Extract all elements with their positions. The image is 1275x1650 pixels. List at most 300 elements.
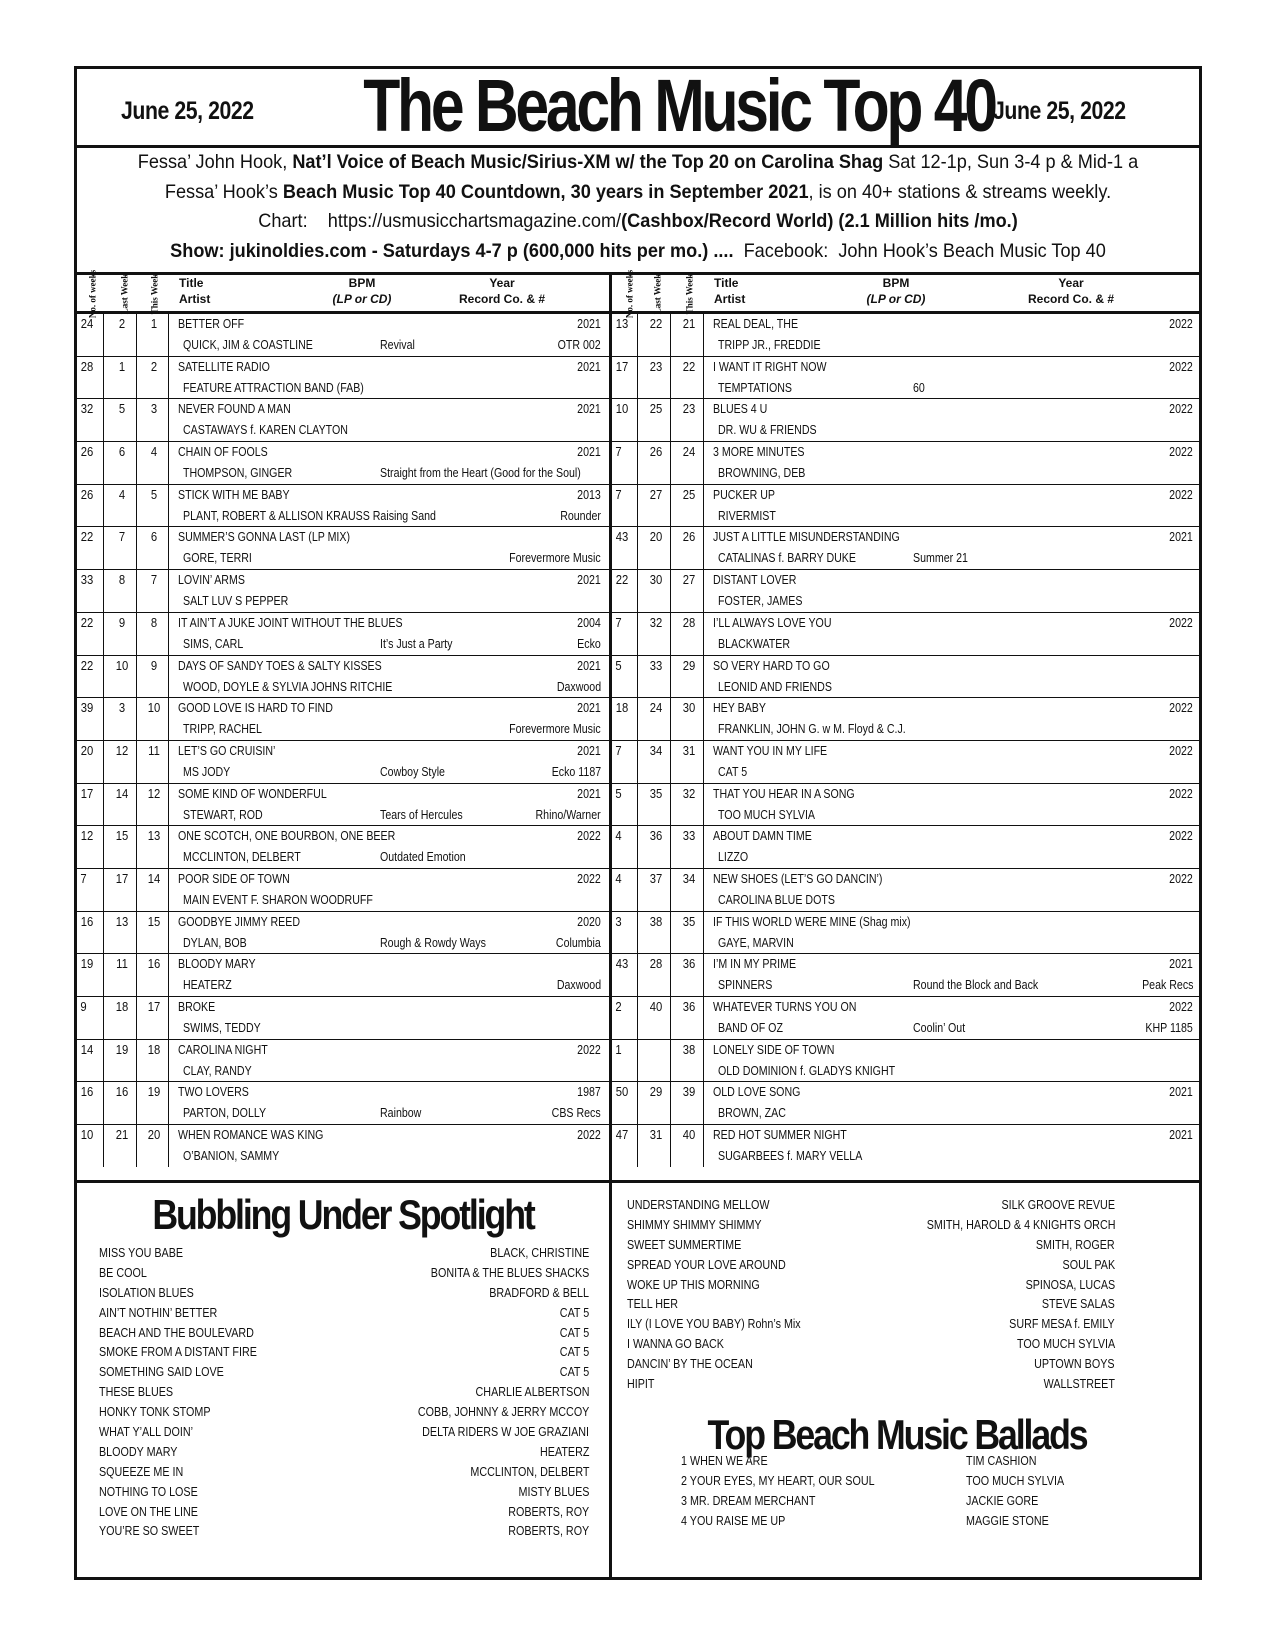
list-item: [681, 1452, 1071, 1472]
list-song: ILY (I LOVE YOU BABY) Rohn’s Mix: [627, 1317, 801, 1332]
ballads-list: [681, 1452, 1071, 1532]
song-artist: FEATURE ATTRACTION BAND (FAB): [183, 380, 364, 395]
song-title: TWO LOVERS: [178, 1085, 249, 1100]
last-week-cell: 14: [115, 786, 129, 801]
list-item: [99, 1244, 589, 1264]
info-text: Sat 12-1p, Sun 3-4 p & Mid-1 a: [883, 151, 1139, 173]
song-artist: MCCLINTON, DELBERT: [183, 850, 301, 865]
weeks-cell: 5: [615, 658, 622, 673]
song-title: GOOD LOVE IS HARD TO FIND: [178, 701, 333, 716]
song-year: 2021: [1169, 1085, 1193, 1100]
song-artist: WOOD, DOYLE & SYLVIA JOHNS RITCHIE: [183, 679, 393, 694]
info-bold: (Cashbox/Record World) (2.1 Million hits /mo.): [621, 210, 1018, 232]
weeks-cell: 17: [615, 359, 629, 374]
table-row: [612, 1125, 1199, 1167]
list-artist: SILK GROOVE REVUE: [1001, 1198, 1115, 1212]
song-title: BROKE: [178, 1000, 216, 1014]
ballads-title: Top Beach Music Ballads: [707, 1411, 1087, 1458]
song-year: 2021: [577, 701, 601, 716]
this-week-cell: 21: [682, 317, 696, 331]
song-year: 2021: [1169, 1128, 1193, 1143]
weeks-cell: 1: [615, 1042, 622, 1057]
list-artist: CHARLIE ALBERTSON: [475, 1385, 589, 1400]
song-title: NEW SHOES (LET’S GO DANCIN’): [713, 871, 883, 886]
song-artist: CAT 5: [718, 764, 748, 779]
col-last-header: Last Week: [119, 273, 130, 315]
song-artist: SALT LUV S PEPPER: [183, 594, 289, 609]
weeks-cell: 16: [80, 1085, 94, 1100]
record-label: Daxwood: [556, 679, 601, 694]
last-week-cell: 20: [649, 530, 663, 545]
list-artist: STEVE SALAS: [1042, 1297, 1115, 1312]
song-year: 2021: [1169, 530, 1193, 545]
col-title-header: Title Artist: [179, 276, 211, 306]
song-year: 2004: [577, 615, 601, 630]
list-artist: COBB, JOHNNY & JERRY MCCOY: [417, 1405, 589, 1420]
song-artist: DR. WU & FRIENDS: [718, 423, 817, 438]
info-text: , is on 40+ stations & streams weekly.: [808, 180, 1112, 203]
song-title: SO VERY HARD TO GO: [713, 658, 830, 673]
list-song: AIN’T NOTHIN’ BETTER: [99, 1305, 218, 1320]
song-title: I’M IN MY PRIME: [713, 957, 797, 972]
list-artist: TIM CASHION: [966, 1454, 1037, 1468]
song-title: BLOODY MARY: [178, 957, 256, 972]
song-album: Coolin’ Out: [913, 1021, 966, 1035]
list-item: [99, 1522, 589, 1542]
this-week-cell: 19: [147, 1085, 161, 1100]
table-row: [612, 869, 1199, 912]
list-artist: BONITA & THE BLUES SHACKS: [430, 1265, 589, 1280]
table-row: [612, 485, 1199, 528]
last-week-cell: 8: [118, 573, 126, 588]
this-week-cell: 39: [682, 1085, 696, 1100]
last-week-cell: 25: [649, 402, 663, 417]
info-line-3: [116, 207, 1159, 237]
this-week-cell: 31: [682, 743, 696, 758]
song-artist: SUGARBEES f. MARY VELLA: [718, 1149, 863, 1164]
list-song: YOU’RE SO SWEET: [99, 1524, 200, 1539]
list-item: [99, 1363, 589, 1383]
table-row: [77, 954, 609, 997]
weeks-cell: 22: [80, 530, 94, 545]
song-artist: THOMPSON, GINGER: [183, 466, 293, 481]
list-item: [627, 1276, 1115, 1296]
song-title: THAT YOU HEAR IN A SONG: [713, 786, 855, 801]
record-label: Ecko 1187: [551, 764, 601, 779]
list-song: 4 YOU RAISE ME UP: [681, 1513, 786, 1528]
song-year: 2020: [577, 914, 601, 929]
last-week-cell: 4: [118, 487, 126, 502]
song-year: 2022: [1169, 829, 1193, 844]
list-item: [627, 1355, 1115, 1375]
last-week-cell: 13: [115, 914, 129, 929]
weeks-cell: 26: [80, 487, 94, 502]
song-artist: BAND OF OZ: [718, 1021, 783, 1035]
table-row: [77, 698, 609, 741]
table-row: [612, 741, 1199, 784]
weeks-cell: 7: [615, 743, 622, 758]
list-artist: CAT 5: [559, 1325, 589, 1340]
last-week-cell: 19: [115, 1042, 129, 1057]
this-week-cell: 22: [682, 359, 696, 374]
list-item: [99, 1403, 589, 1423]
weeks-cell: 14: [80, 1042, 94, 1057]
song-album: Cowboy Style: [380, 764, 445, 779]
date-left: June 25, 2022: [121, 97, 254, 125]
list-item: [99, 1324, 589, 1344]
song-year: 2021: [577, 359, 601, 374]
song-year: 2022: [577, 829, 601, 844]
record-label: Rounder: [560, 508, 601, 523]
song-title: HEY BABY: [713, 701, 766, 716]
this-week-cell: 24: [682, 445, 696, 460]
weeks-cell: 22: [80, 658, 94, 673]
list-item: [627, 1375, 1115, 1395]
this-week-cell: 35: [682, 914, 696, 929]
song-album: Revival: [380, 338, 415, 352]
bubbling-list-left: [99, 1244, 589, 1542]
record-label: Daxwood: [556, 978, 601, 993]
song-album: It’s Just a Party: [380, 636, 453, 651]
list-song: WOKE UP THIS MORNING: [627, 1277, 760, 1292]
record-label: Columbia: [556, 935, 601, 950]
song-artist: TRIPP JR., FREDDIE: [718, 338, 821, 352]
song-artist: LIZZO: [718, 850, 749, 865]
bubbling-title: Bubbling Under Spotlight: [152, 1191, 534, 1238]
this-week-cell: 25: [682, 487, 696, 502]
list-item: [681, 1472, 1071, 1492]
list-song: SOMETHING SAID LOVE: [99, 1365, 224, 1380]
this-week-cell: 32: [682, 786, 696, 801]
this-week-cell: 30: [682, 701, 696, 716]
last-week-cell: 12: [115, 743, 129, 758]
table-row: [77, 1082, 609, 1125]
song-title: REAL DEAL, THE: [713, 317, 799, 331]
this-week-cell: 27: [682, 573, 696, 588]
table-row: [612, 1040, 1199, 1083]
record-label: Forevermore Music: [509, 722, 601, 737]
table-row: [77, 741, 609, 784]
weeks-cell: 50: [615, 1085, 629, 1100]
song-year: 2022: [1169, 402, 1193, 417]
last-week-cell: 40: [649, 1000, 663, 1014]
list-artist: TOO MUCH SYLVIA: [966, 1473, 1065, 1488]
record-label: Ecko: [577, 636, 601, 651]
list-song: HONKY TONK STOMP: [99, 1405, 211, 1420]
last-week-cell: 27: [649, 487, 663, 502]
list-artist: HEATERZ: [539, 1444, 589, 1459]
last-week-cell: 37: [649, 871, 663, 886]
page-title: The Beach Music Top 40: [363, 64, 995, 147]
this-week-cell: 3: [150, 402, 158, 417]
col-weeks-header: No. of weeks: [87, 269, 98, 319]
song-artist: GAYE, MARVIN: [718, 935, 794, 950]
weeks-cell: 43: [615, 957, 629, 972]
this-week-cell: 11: [148, 743, 160, 758]
list-item: [99, 1443, 589, 1463]
song-title: CHAIN OF FOOLS: [178, 445, 268, 460]
list-item: [681, 1492, 1071, 1512]
song-title: DISTANT LOVER: [713, 573, 797, 588]
table-row: [77, 656, 609, 699]
list-song: BEACH AND THE BOULEVARD: [99, 1325, 254, 1340]
this-week-cell: 16: [147, 957, 161, 972]
song-title: JUST A LITTLE MISUNDERSTANDING: [713, 530, 900, 545]
list-artist: MISTY BLUES: [518, 1484, 589, 1499]
list-item: [681, 1512, 1071, 1532]
record-label: CBS Recs: [551, 1106, 601, 1121]
last-week-cell: 23: [649, 359, 663, 374]
song-title: I WANT IT RIGHT NOW: [713, 359, 827, 374]
last-week-cell: 26: [649, 445, 663, 460]
song-artist: LEONID AND FRIENDS: [718, 679, 832, 694]
list-item: [99, 1284, 589, 1304]
col-title-header: Title Artist: [714, 276, 746, 306]
song-title: IT AIN’T A JUKE JOINT WITHOUT THE BLUES: [178, 615, 403, 630]
song-album: Tears of Hercules: [380, 807, 463, 822]
last-week-cell: 9: [118, 615, 126, 630]
song-artist: GORE, TERRI: [183, 551, 252, 566]
info-line-4: [116, 237, 1159, 267]
col-bpm-header: BPM (LP or CD): [866, 276, 926, 306]
last-week-cell: 36: [649, 829, 663, 844]
bubbling-under-panel: [77, 1183, 612, 1580]
song-artist: FRANKLIN, JOHN G. w M. Floyd & C.J.: [718, 722, 906, 737]
list-song: UNDERSTANDING MELLOW: [627, 1198, 770, 1212]
song-artist: TEMPTATIONS: [718, 380, 792, 395]
weeks-cell: 47: [615, 1128, 629, 1143]
list-artist: BRADFORD & BELL: [489, 1285, 589, 1300]
song-year: 2022: [1169, 871, 1193, 886]
list-song: I WANNA GO BACK: [627, 1337, 724, 1352]
table-row: [612, 656, 1199, 699]
song-year: 2021: [1169, 957, 1193, 972]
this-week-cell: 6: [150, 530, 158, 545]
list-song: SQUEEZE ME IN: [99, 1464, 184, 1479]
song-artist: TRIPP, RACHEL: [183, 722, 262, 737]
song-title: WHATEVER TURNS YOU ON: [713, 1000, 857, 1014]
table-row: [612, 997, 1199, 1040]
weeks-cell: 10: [80, 1128, 94, 1143]
weeks-cell: 7: [615, 615, 622, 630]
song-artist: HEATERZ: [183, 978, 232, 993]
table-header: [77, 269, 609, 319]
song-artist: PLANT, ROBERT & ALLISON KRAUSS Raising Sand: [183, 508, 436, 523]
weeks-cell: 4: [615, 871, 622, 886]
last-week-cell: 10: [115, 658, 129, 673]
song-year: 2022: [1169, 487, 1193, 502]
weeks-cell: 5: [615, 786, 622, 801]
list-song: 2 YOUR EYES, MY HEART, OUR SOUL: [681, 1473, 875, 1488]
list-song: 1 WHEN WE ARE: [681, 1454, 768, 1468]
song-album: Rainbow: [380, 1106, 422, 1121]
header: [77, 64, 1199, 148]
weeks-cell: 16: [80, 914, 94, 929]
song-artist: STEWART, ROD: [183, 807, 263, 822]
info-block: [77, 148, 1199, 275]
table-row: [612, 570, 1199, 613]
weeks-cell: 39: [80, 701, 94, 716]
table-row: [77, 997, 609, 1040]
last-week-cell: 38: [649, 914, 663, 929]
song-title: LET’S GO CRUISIN’: [178, 743, 276, 758]
this-week-cell: 28: [682, 615, 696, 630]
chart-rows-right: [612, 314, 1199, 1167]
chart-rows-left: [77, 314, 609, 1167]
song-title: LONELY SIDE OF TOWN: [713, 1042, 835, 1057]
this-week-cell: 23: [682, 402, 696, 417]
list-item: [99, 1383, 589, 1403]
song-title: SATELLITE RADIO: [178, 359, 270, 374]
list-artist: ROBERTS, ROY: [507, 1524, 589, 1539]
song-title: NEVER FOUND A MAN: [178, 402, 291, 417]
this-week-cell: 12: [147, 786, 161, 801]
last-week-cell: 22: [649, 317, 663, 331]
song-title: I’LL ALWAYS LOVE YOU: [713, 615, 832, 630]
table-row: [612, 314, 1199, 357]
song-title: BETTER OFF: [178, 317, 245, 331]
song-artist: CATALINAS f. BARRY DUKE: [718, 551, 856, 566]
song-title: WHEN ROMANCE WAS KING: [178, 1128, 324, 1143]
song-artist: CLAY, RANDY: [183, 1063, 252, 1078]
song-album: Round the Block and Back: [913, 978, 1039, 993]
song-artist: BROWNING, DEB: [718, 466, 806, 481]
list-item: [627, 1335, 1115, 1355]
this-week-cell: 14: [147, 871, 161, 886]
table-row: [77, 399, 609, 442]
list-item: [99, 1304, 589, 1324]
song-year: 2022: [577, 1128, 601, 1143]
list-artist: UPTOWN BOYS: [1034, 1357, 1115, 1372]
table-row: [77, 826, 609, 869]
table-row: [612, 1082, 1199, 1125]
weeks-cell: 22: [615, 573, 629, 588]
weeks-cell: 32: [80, 402, 94, 417]
weeks-cell: 7: [615, 445, 622, 460]
song-artist: DYLAN, BOB: [183, 935, 247, 950]
weeks-cell: 26: [80, 445, 94, 460]
song-title: IF THIS WORLD WERE MINE (Shag mix): [713, 914, 911, 929]
list-song: MISS YOU BABE: [99, 1246, 184, 1260]
song-album: Straight from the Heart (Good for the Soul): [380, 466, 581, 481]
table-row: [77, 869, 609, 912]
song-title: RED HOT SUMMER NIGHT: [713, 1128, 847, 1143]
song-year: 1987: [577, 1085, 601, 1100]
list-item: [99, 1503, 589, 1523]
list-item: [99, 1423, 589, 1443]
chart-url[interactable]: Chart: https://usmusicchartsmagazine.com/: [258, 210, 622, 232]
song-title: BLUES 4 U: [713, 402, 768, 417]
table-row: [612, 784, 1199, 827]
song-year: 2021: [577, 786, 601, 801]
table-row: [612, 613, 1199, 656]
last-week-cell: 21: [115, 1128, 129, 1143]
date-right: June 25, 2022: [993, 97, 1126, 125]
chart-table-left: [77, 269, 612, 1180]
song-album: 60: [913, 380, 925, 395]
song-title: LOVIN’ ARMS: [178, 573, 245, 588]
song-artist: BLACKWATER: [718, 636, 791, 651]
list-artist: SPINOSA, LUCAS: [1025, 1277, 1115, 1292]
list-song: SWEET SUMMERTIME: [627, 1237, 742, 1252]
table-row: [77, 784, 609, 827]
song-title: STICK WITH ME BABY: [178, 487, 290, 502]
weeks-cell: 18: [615, 701, 629, 716]
this-week-cell: 26: [682, 530, 696, 545]
last-week-cell: 34: [649, 743, 663, 758]
table-row: [77, 1040, 609, 1083]
list-artist: TOO MUCH SYLVIA: [1016, 1337, 1115, 1352]
list-artist: ROBERTS, ROY: [507, 1504, 589, 1519]
song-year: 2021: [577, 317, 601, 331]
table-row: [612, 826, 1199, 869]
last-week-cell: 6: [118, 445, 126, 460]
table-row: [77, 314, 609, 357]
list-artist: SURF MESA f. EMILY: [1009, 1317, 1115, 1332]
list-song: LOVE ON THE LINE: [99, 1504, 198, 1519]
song-year: 2021: [577, 743, 601, 758]
weeks-cell: 7: [80, 871, 87, 886]
this-week-cell: 18: [147, 1042, 161, 1057]
song-year: 2021: [577, 573, 601, 588]
list-song: ISOLATION BLUES: [99, 1285, 194, 1300]
song-title: GOODBYE JIMMY REED: [178, 914, 301, 929]
song-title: OLD LOVE SONG: [713, 1085, 801, 1100]
song-artist: MS JODY: [183, 764, 231, 779]
weeks-cell: 4: [615, 829, 622, 844]
info-text: Fessa’ John Hook,: [137, 151, 293, 173]
table-row: [612, 527, 1199, 570]
table-row: [612, 442, 1199, 485]
weeks-cell: 19: [80, 957, 94, 972]
list-artist: BLACK, CHRISTINE: [489, 1246, 589, 1260]
col-last-header: Last Week: [652, 273, 663, 315]
weeks-cell: 9: [80, 1000, 87, 1014]
weeks-cell: 28: [80, 359, 94, 374]
last-week-cell: 1: [118, 359, 126, 374]
info-bold: Nat’l Voice of Beach Music/Sirius-XM w/ the Top 20 on Carolina Shag: [292, 151, 884, 173]
table-row: [77, 1125, 609, 1167]
song-album: Outdated Emotion: [380, 850, 466, 865]
song-title: ABOUT DAMN TIME: [713, 829, 812, 844]
chart-table-right: [612, 269, 1199, 1180]
list-song: THESE BLUES: [99, 1385, 174, 1400]
weeks-cell: 24: [80, 317, 94, 331]
this-week-cell: 9: [150, 658, 158, 673]
weeks-cell: 13: [615, 317, 629, 331]
weeks-cell: 33: [80, 573, 94, 588]
song-title: 3 MORE MINUTES: [713, 445, 805, 460]
song-year: 2022: [1169, 701, 1193, 716]
col-weeks-header: No. of weeks: [624, 269, 635, 319]
this-week-cell: 10: [147, 701, 161, 716]
chart-frame: [74, 66, 1202, 1580]
weeks-cell: 43: [615, 530, 629, 545]
table-row: [77, 570, 609, 613]
list-item: [627, 1315, 1115, 1335]
song-title: DAYS OF SANDY TOES & SALTY KISSES: [178, 658, 382, 673]
this-week-cell: 1: [150, 317, 158, 331]
info-bold: Beach Music Top 40 Countdown, 30 years in September 2021: [282, 180, 809, 203]
show-info: Show: jukinoldies.com - Saturdays 4-7 p (600,000 hits per mo.) ....: [170, 239, 734, 262]
song-album: Summer 21: [913, 551, 968, 566]
facebook-info: Facebook: John Hook’s Beach Music Top 40: [733, 239, 1106, 262]
col-year-header: Year Record Co. & #: [458, 276, 545, 306]
song-year: 2021: [577, 658, 601, 673]
list-artist: WALLSTREET: [1043, 1377, 1115, 1392]
song-artist: RIVERMIST: [718, 508, 776, 523]
song-year: 2021: [577, 402, 601, 417]
